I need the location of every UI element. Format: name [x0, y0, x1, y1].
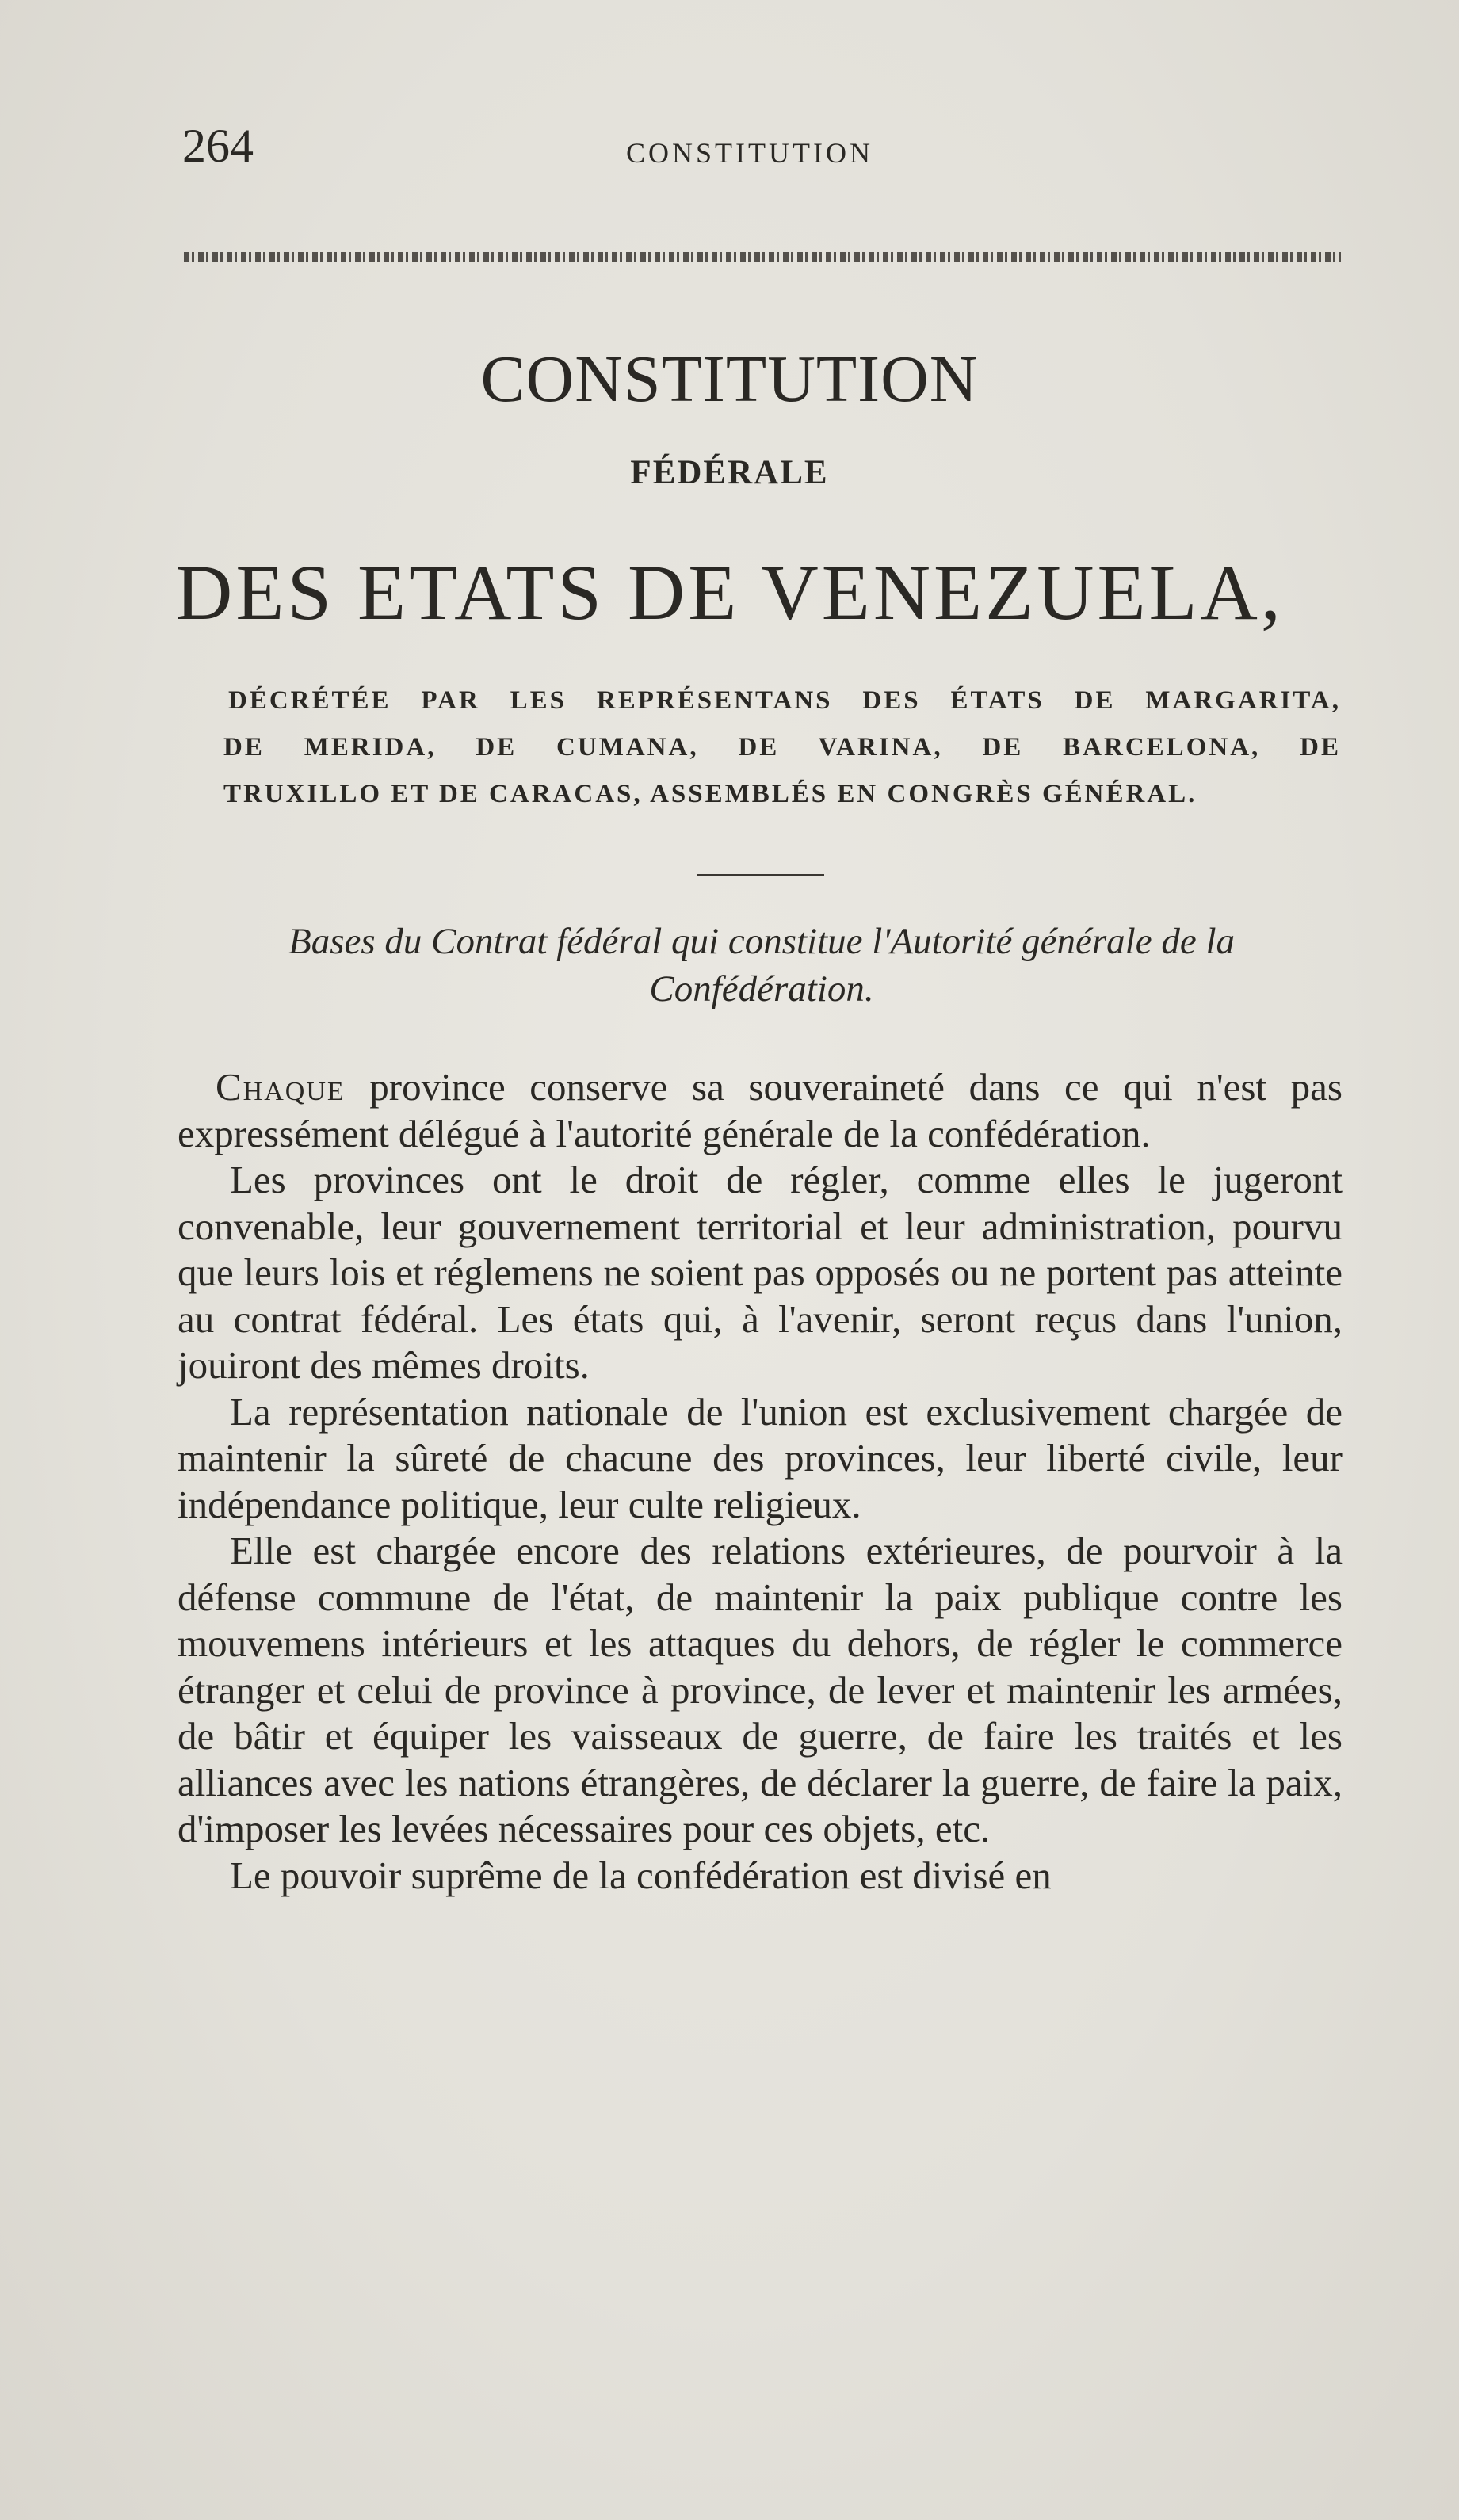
section-heading: Bases du Contrat fédéral qui constitue l'Autorité générale de la Confédération. [288, 921, 1236, 1010]
paragraph: Le pouvoir suprême de la confédération est divisé en [230, 1853, 1052, 1897]
decree-caption [223, 678, 1341, 818]
title-line-1: CONSTITUTION [480, 342, 979, 416]
paragraph-text: province conserve sa souveraineté dans ce qui n'est pas expressément délégué à l'autorité générale de la confédération. [178, 1065, 1343, 1155]
decree-line: DÉCRÉTÉE PAR LES REPRÉSENTANS DES ÉTATS DE MARGARITA, [228, 686, 1341, 715]
ornamental-rule [184, 252, 1341, 262]
paragraph: Les provinces ont le droit de régler, comme elles le jugeront convenable, leur gouvernement territorial et leur administration, pourvu que leurs lois et réglemens ne soient pas opposés ou ne portent pas atteinte au contrat fédéral. Les états qui, à l'avenir, seront reçus dans l'union, jouiront des mêmes droits. [178, 1158, 1343, 1387]
running-title: CONSTITUTION [626, 137, 873, 169]
decree-line: DE MERIDA, DE CUMANA, DE VARINA, DE BARCELONA, DE [223, 733, 1341, 762]
running-head [182, 119, 1340, 182]
paragraph: La représentation nationale de l'union est exclusivement chargée de maintenir la sûreté de chacune des provinces, leur liberté civile, leur indépendance politique, leur culte religieux. [178, 1389, 1343, 1526]
page-number: 264 [182, 120, 254, 172]
section-divider [697, 874, 824, 876]
decree-line: TRUXILLO ET DE CARACAS, ASSEMBLÉS EN CONGRÈS GÉNÉRAL. [223, 780, 1197, 808]
body-text [178, 1064, 1343, 1899]
paragraph-lead-word: Chaque [216, 1065, 346, 1109]
title-line-3: DES ETATS DE VENEZUELA, [175, 548, 1284, 636]
paragraph [178, 1064, 1343, 1157]
paragraph: Elle est chargée encore des relations extérieures, de pourvoir à la défense commune de l'état, de maintenir la paix publique contre les mouvemens intérieurs et les attaques du dehors, de régler le commerce étranger et celui de province à province, de lever et maintenir les armées, de bâtir et équiper les vaisseaux de guerre, de faire les traités et les alliances avec les nations étrangères, de déclarer la guerre, de faire la paix, d'imposer les levées nécessaires pour ces objets, etc. [178, 1529, 1343, 1850]
title-line-2: FÉDÉRALE [630, 454, 829, 491]
